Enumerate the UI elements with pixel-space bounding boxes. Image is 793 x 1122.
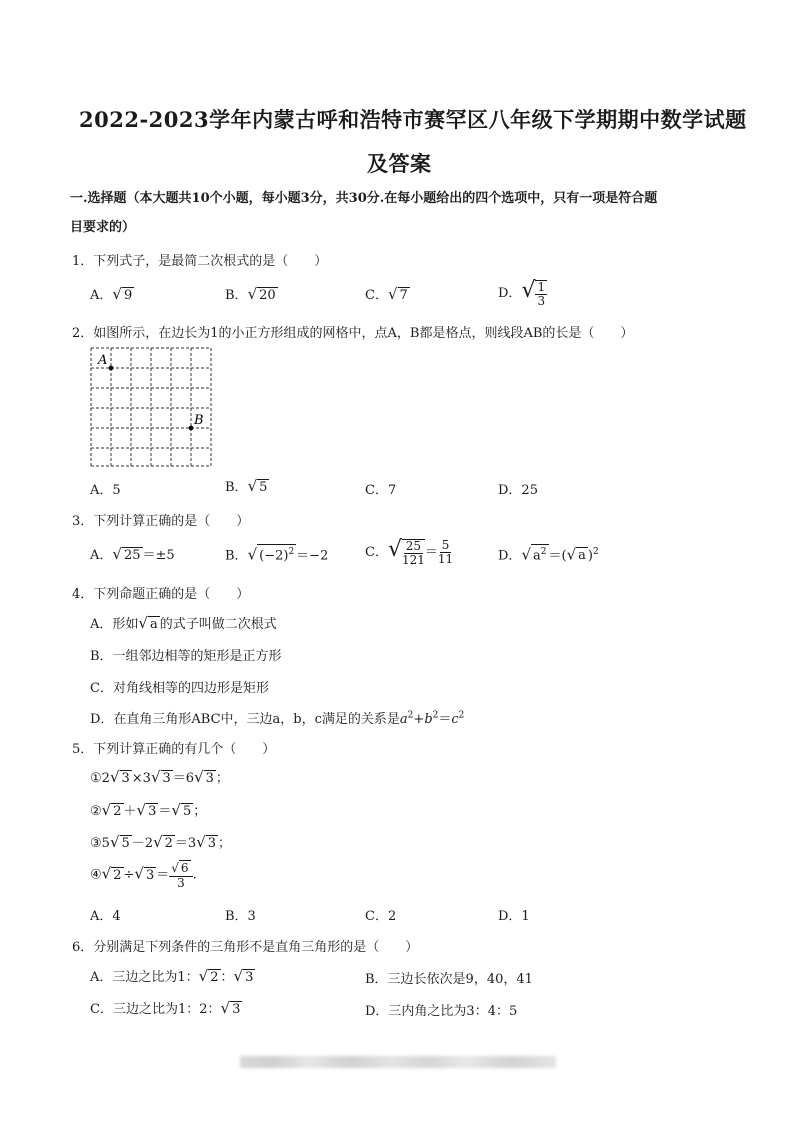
section-heading: 一.选择题（本大题共10个小题，每小题3分，共30分.在每小题给出的四个选项中，只有一项是符合题	[70, 191, 658, 206]
q4-stem: 4．下列命题正确的是（ ）	[72, 587, 250, 602]
label-a: A	[98, 353, 108, 368]
q6-option-b: B．三边长依次是9，40，41	[365, 972, 533, 987]
point-a	[109, 366, 114, 371]
q5-stem: 5．下列计算正确的有几个（ ）	[72, 742, 276, 757]
q5-item-1: ①2√ 3 ×3√ 3 ＝6√ 3 ；	[90, 768, 229, 786]
grid-figure	[88, 345, 216, 469]
q4-option-c: C．对角线相等的四边形是矩形	[90, 681, 269, 696]
q1-option-b: B．√ 20	[225, 285, 276, 303]
blurred-footer	[240, 1056, 556, 1068]
section-heading-cont: 目要求的）	[70, 220, 136, 235]
q5-option-d: D．1	[498, 909, 530, 924]
q3-option-a: A．√ 25 ＝±5	[90, 545, 175, 563]
q1-option-d: D．√ $\frac{1}{3}$	[498, 278, 546, 308]
label-b: B	[194, 413, 204, 428]
q5-option-c: C．2	[365, 909, 397, 924]
q1-option-c: C．√ 7	[365, 285, 408, 303]
q4-option-b: B．一组邻边相等的矩形是正方形	[90, 649, 282, 664]
q4-option-d: D．在直角三角形ABC中，三边a，b，c满足的关系是$a^2+b^2=c^2$	[90, 710, 465, 727]
q2-stem: 2．如图所示，在边长为1的小正方形组成的网格中，点A，B都是格点，则线段AB的长是（ ）	[72, 326, 634, 341]
q6-option-c: C．三边之比为1：2：√ 3	[90, 999, 241, 1017]
q4-option-a: A．形如√ a 的式子叫做二次根式	[90, 614, 277, 632]
point-b	[189, 426, 194, 431]
q5-item-4: ④√ 2 ÷√ 3 ＝ $\frac{√ 6}{3}$ .	[90, 861, 197, 890]
q2-option-b: B．√ 5	[225, 477, 268, 495]
q6-option-a: A．三边之比为1：√ 2 ：√ 3	[90, 967, 254, 985]
q3-option-d: D．√ $a^2$ ＝(√ a )$^2$	[498, 545, 599, 564]
q5-option-a: A．4	[90, 909, 121, 924]
q1-stem: 1．下列式子，是最简二次根式的是（ ）	[72, 254, 328, 269]
q3-option-b: B．√ $(-2)^2 =-2$	[225, 545, 329, 564]
page-title: 2022-2023学年内蒙古呼和浩特市赛罕区八年级下学期期中数学试题	[79, 107, 747, 132]
page-title-cont: 及答案	[367, 151, 432, 176]
q2-option-a: A．5	[90, 483, 121, 498]
q2-option-d: D．25	[498, 483, 538, 498]
q6-option-d: D．三内角之比为3：4：5	[365, 1004, 518, 1019]
q2-option-c: C．7	[365, 483, 397, 498]
q5-option-b: B．3	[225, 909, 256, 924]
q1-option-a: A．√ 9	[90, 285, 133, 303]
q5-item-3: ③5√ 5 －2√ 2 ＝3√ 3 ；	[90, 833, 232, 851]
q3-option-c: C．√ $\frac{25}{121}$ ＝ $\frac{5}{11}$	[365, 537, 454, 567]
q5-item-2: ②√ 2 ＋√ 3 ＝√ 5 ；	[90, 801, 207, 819]
q3-stem: 3．下列计算正确的是（ ）	[72, 514, 250, 529]
q6-stem: 6．分别满足下列条件的三角形不是直角三角形的是（ ）	[72, 940, 419, 955]
